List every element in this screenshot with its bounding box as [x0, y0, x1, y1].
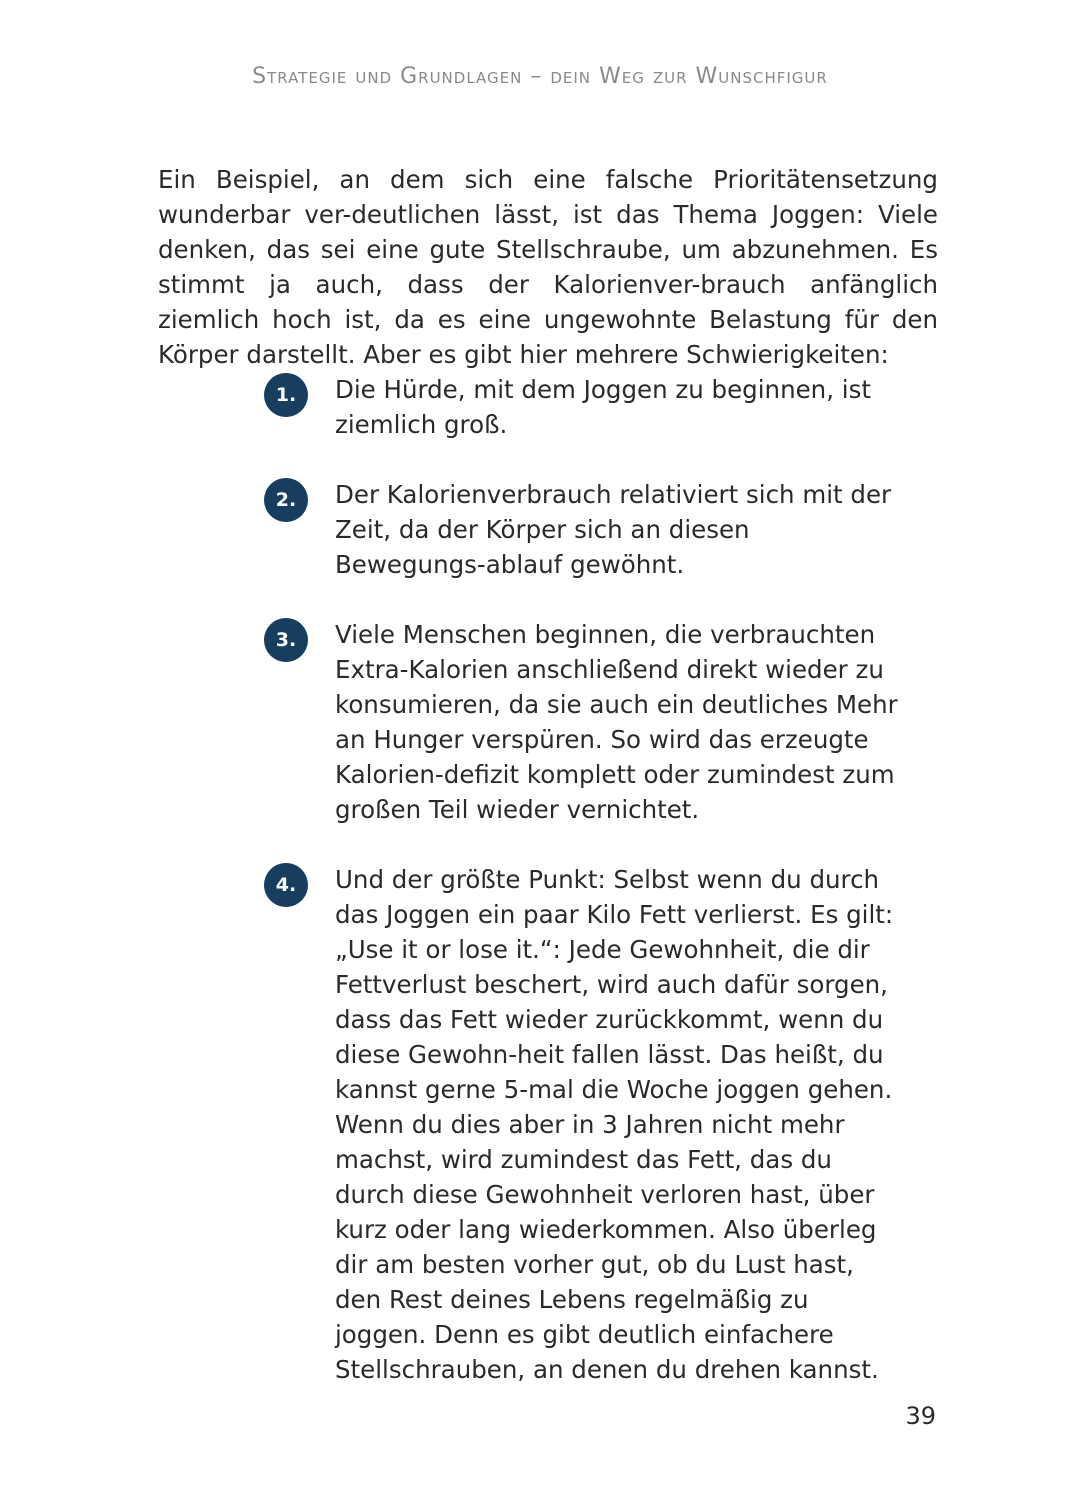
list-item-text: Die Hürde, mit dem Joggen zu beginnen, ist ziemlich groß.: [335, 375, 871, 439]
page-number: 39: [905, 1402, 936, 1430]
list-item: [264, 477, 904, 582]
list-item: [264, 617, 904, 827]
number-badge: 4.: [264, 863, 308, 907]
intro-paragraph: Ein Beispiel, an dem sich eine falsche Prioritätensetzung wunderbar ver-deutlichen lässt, ist das Thema Joggen: Viele denken, das sei eine gute Stellschraube, um abzunehmen. Es stimmt ja auch, dass der Kalorienver-brauch anfänglich ziemlich hoch ist, da es eine ungewohnte Belastung für den Körper darstellt. Aber es gibt hier mehrere Schwierigkeiten:: [158, 165, 938, 369]
running-head: Strategie und Grundlagen – dein Weg zur Wunschfigur: [252, 64, 828, 89]
number-badge: 1.: [264, 373, 308, 417]
number-badge: 2.: [264, 478, 308, 522]
number-badge: 3.: [264, 618, 308, 662]
list-item-text: Viele Menschen beginnen, die verbrauchten Extra-Kalorien anschließend direkt wieder zu konsumieren, da sie auch ein deutliches Mehr an Hunger verspüren. So wird das erzeugte Kalorien-defizit komplett oder zumindest zum großen Teil wieder vernichtet.: [335, 620, 898, 824]
list-item-text: Der Kalorienverbrauch relativiert sich mit der Zeit, da der Körper sich an diesen Bewegungs-ablauf gewöhnt.: [335, 480, 892, 579]
list-item: [264, 372, 904, 442]
numbered-list: [264, 372, 904, 1387]
list-item-text: Und der größte Punkt: Selbst wenn du durch das Joggen ein paar Kilo Fett verlierst. Es gilt: „Use it or lose it.“: Jede Gewohnheit, die dir Fettverlust beschert, wird auch dafür sorgen, dass das Fett wieder zurückkommt, wenn du diese Gewohn-heit fallen lässt. Das heißt, du kannst gerne 5-mal die Woche joggen gehen. Wenn du dies aber in 3 Jahren nicht mehr machst, wird zumindest das Fett, das du durch diese Gewohnheit verloren hast, über kurz oder lang wiederkommen. Also überleg dir am besten vorher gut, ob du Lust hast, den Rest deines Lebens regelmäßig zu joggen. Denn es gibt deutlich einfachere Stellschrauben, an denen du drehen kannst.: [335, 865, 894, 1384]
list-item: [264, 862, 904, 1387]
